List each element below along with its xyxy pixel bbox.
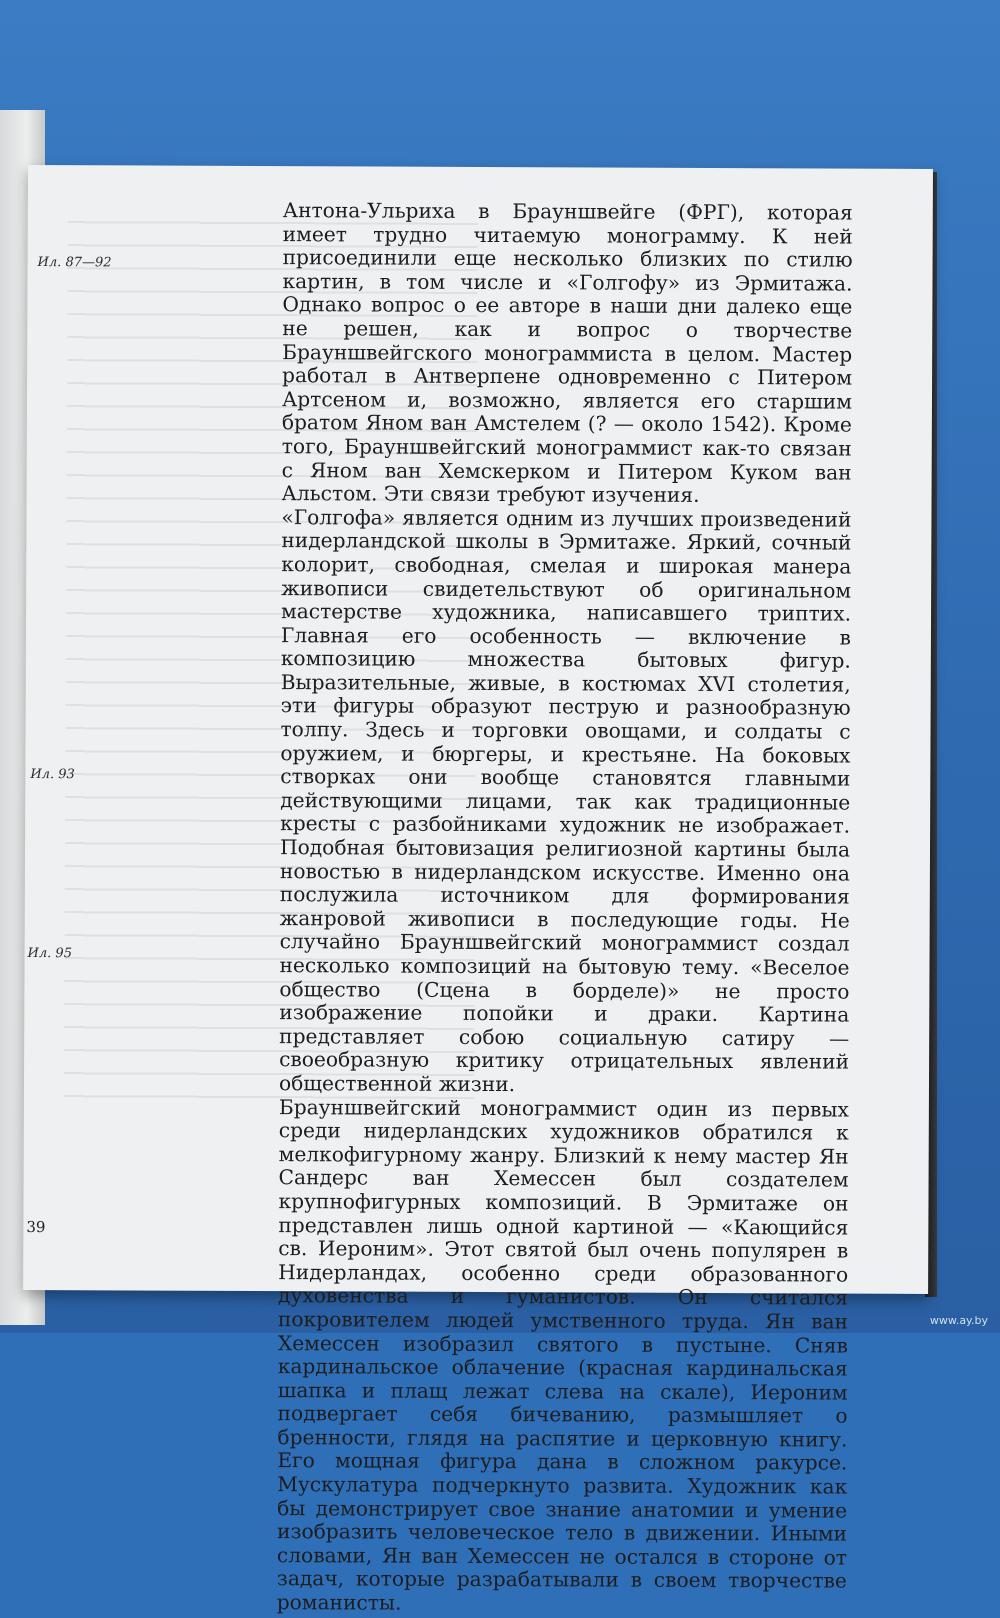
paragraph-3: Брауншвейгский монограммист один из первых среди нидерландских художников обратился к мелкофигурному жанру. Близкий к нему мастер Ян Сандерс ван Хемессен был создателем крупнофигурных композиций. В Эрмитаже он представлен лишь одной картиной — «Кающийся св. Иероним». Этот святой был очень популярен в Нидерландах, особенно среди образованного духовенства и гуманистов. Он считался покровителем людей умственного труда. Ян ван Хемессен изобразил святого в пустыне. Сняв кардинальское облачение (красная кардинальская шапка и плащ лежат слева на скале), Иероним подвергает себя бичеванию, размышляет о бренности, глядя на распятие и церковную книгу. Его мощная фигура дана в сложном ракурсе. Мускулатура подчеркнуто развита. Художник как бы демонстрирует свое знание анатомии и умение изобразить человеческое тело в движении. Иными словами, Ян ван Хемессен не остался в стороне от задач, которые разрабатывали в своем творчестве романисты. — [276, 1094, 849, 1615]
paragraph-2: «Голгофа» является одним из лучших произведений нидерландской школы в Эрмитаже. Яркий, сочный колорит, свободная, смелая и широкая манера живописи свидетельствуют об оригинальном мастерстве художника, написавшего триптих. Главная его особенность — включение в композицию множества бытовых фигур. Выразительные, живые, в костюмах XVI столетия, эти фигуры образуют пеструю и разнообразную толпу. Здесь и торговки овощами, и солдаты с оружием, и бюргеры, и крестьяне. На боковых створках они вообще становятся главными действующими лицами, так как традиционные кресты с разбойниками художник не изображает. Подобная бытовизация религиозной картины была новостью в нидерландском искусстве. Именно она послужила источником для формирования жанровой живописи в последующие годы. Не случайно Брауншвейгский монограммист создал несколько композиций на бытовую тему. «Веселое общество (Сцена в борделе)» не просто изображение попойки и драки. Картина представляет собою социальную сатиру — своеобразную критику отрицательных явлений общественной жизни. — [278, 504, 852, 1097]
page-number: 39 — [26, 1218, 46, 1237]
paragraph-1: Антона-Ульриха в Брауншвейге (ФРГ), которая имеет трудно читаемую монограмму. К ней присоединили еще несколько близких по стилю картин, в том числе и «Голгофу» из Эрмитажа. Однако вопрос о ее авторе в наши дни далеко еще не решен, как и вопрос о творчестве Брауншвейгского монограммиста в целом. Мастер работал в Антверпене одновременно с Питером Артсеном и, возможно, является его старшим братом Яном ван Амстелем (? — около 1542). Кроме того, Брауншвейгский монограммист как-то связан с Яном ван Хемскерком и Питером Куком ван Альстом. Эти связи требуют изучения. — [281, 198, 853, 508]
book-page — [23, 165, 933, 1615]
margin-note-illustrations-87-92: Ил. 87—92 — [37, 255, 112, 271]
body-text — [277, 199, 853, 1617]
watermark: www.ay.by — [929, 1314, 988, 1327]
margin-note-illustration-93: Ил. 93 — [30, 767, 75, 783]
margin-note-illustration-95: Ил. 95 — [27, 946, 73, 962]
